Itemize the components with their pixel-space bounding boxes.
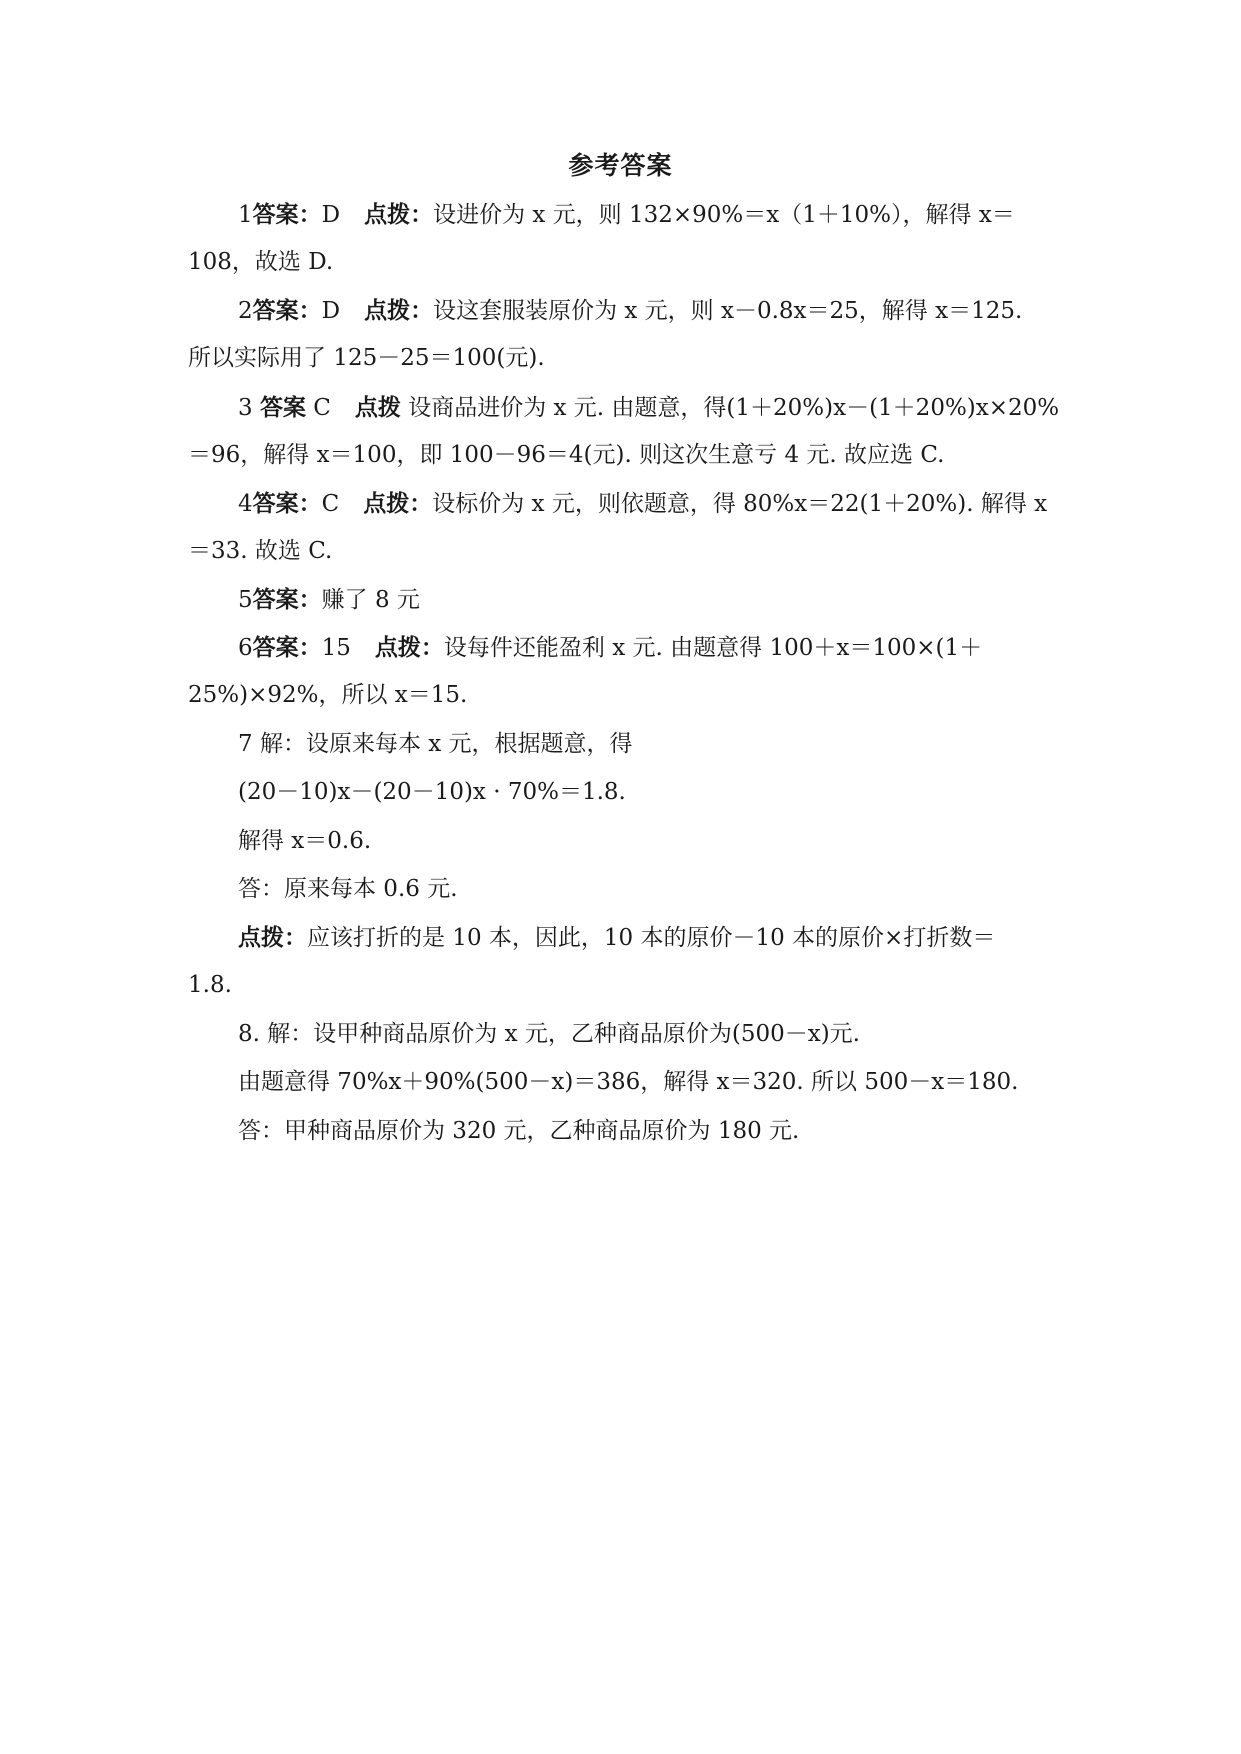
hint-label: 点拨： bbox=[374, 635, 444, 661]
answer-7-line-1: 7 解：设原来每本 x 元，根据题意，得 bbox=[238, 731, 633, 757]
hint-text: 设每件还能盈利 x 元. 由题意得 100＋x＝100×(1＋ bbox=[443, 635, 983, 661]
answer-7-line-4: 答：原来每本 0.6 元. bbox=[238, 876, 458, 902]
answer-2-line-1 bbox=[238, 293, 1022, 329]
hint-label: 点拨： bbox=[238, 925, 307, 951]
answer-7-hint-line-2: 1.8. bbox=[188, 972, 232, 998]
answer-3-line-2: ＝96，解得 x＝100，即 100－96＝4(元). 则这次生意亏 4 元. 故应选 C. bbox=[188, 442, 945, 468]
page-title: 参考答案 bbox=[568, 151, 673, 180]
answer-8-line-2: 由题意得 70%x＋90%(500－x)＝386，解得 x＝320. 所以 500－x＝180. bbox=[238, 1069, 1019, 1095]
answer-number: 4 bbox=[238, 491, 253, 517]
answer-label: 答案： bbox=[252, 202, 322, 228]
answer-number: 5 bbox=[238, 587, 253, 613]
answer-label: 答案： bbox=[252, 587, 322, 613]
answer-label: 答案： bbox=[252, 298, 322, 324]
answer-7-hint-line-1 bbox=[238, 920, 995, 956]
answer-number: 1 bbox=[238, 202, 253, 228]
answer-choice: D bbox=[321, 202, 341, 228]
answer-choice: C bbox=[321, 491, 340, 517]
answer-number: 2 bbox=[238, 298, 253, 324]
answer-choice: D bbox=[321, 298, 341, 324]
answer-7-line-3: 解得 x＝0.6. bbox=[238, 828, 372, 854]
answer-value: 15 bbox=[321, 635, 351, 661]
answer-label: 答案： bbox=[252, 491, 322, 517]
answer-6-line-1 bbox=[238, 630, 982, 666]
answer-4-line-1 bbox=[238, 486, 1047, 522]
hint-text: 应该打折的是 10 本，因此，10 本的原价－10 本的原价×打折数＝ bbox=[307, 925, 996, 951]
answer-8-line-1: 8. 解：设甲种商品原价为 x 元，乙种商品原价为(500－x)元. bbox=[238, 1021, 860, 1047]
hint-text: 设标价为 x 元，则依题意，得 80%x＝22(1＋20%). 解得 x bbox=[432, 491, 1048, 517]
answer-8-line-3: 答：甲种商品原价为 320 元，乙种商品原价为 180 元. bbox=[238, 1118, 800, 1144]
hint-label: 点拨 bbox=[354, 395, 401, 421]
answer-6-line-2: 25%)×92%，所以 x＝15. bbox=[188, 682, 468, 708]
answer-3-line-1 bbox=[238, 390, 1059, 426]
hint-label: 点拨： bbox=[364, 202, 434, 228]
answer-1-line-2: 108，故选 D. bbox=[188, 249, 334, 275]
answer-7-line-2: (20－10)x－(20－10)x · 70%＝1.8. bbox=[238, 779, 626, 805]
answer-number: 6 bbox=[238, 635, 253, 661]
hint-label: 点拨： bbox=[364, 298, 434, 324]
answer-label: 答案 bbox=[259, 395, 306, 421]
answer-number: 3 bbox=[238, 395, 253, 421]
answer-4-line-2: ＝33. 故选 C. bbox=[188, 538, 333, 564]
answer-2-line-2: 所以实际用了 125－25＝100(元). bbox=[188, 345, 545, 371]
hint-text: 设这套服装原价为 x 元，则 x－0.8x＝25，解得 x＝125. bbox=[433, 298, 1023, 324]
answer-5-line-1 bbox=[238, 582, 420, 618]
answer-choice: C bbox=[313, 395, 331, 421]
answer-text: 赚了 8 元 bbox=[321, 587, 420, 613]
hint-text: 设进价为 x 元，则 132×90%＝x（1＋10%），解得 x＝ bbox=[433, 202, 1015, 228]
hint-text: 设商品进价为 x 元. 由题意，得(1＋20%)x－(1＋20%)x×20% bbox=[408, 395, 1060, 421]
answer-1-line-1 bbox=[238, 197, 1015, 233]
hint-label: 点拨： bbox=[363, 491, 433, 517]
answer-label: 答案： bbox=[252, 635, 322, 661]
